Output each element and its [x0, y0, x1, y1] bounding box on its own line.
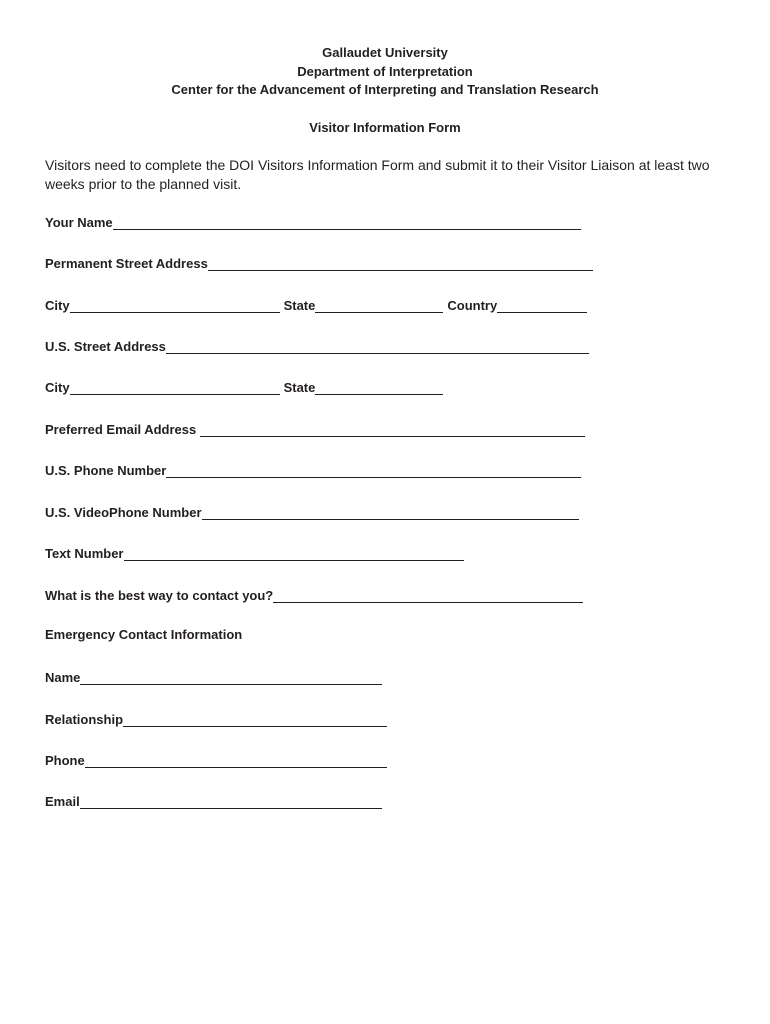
emergency-name-row [45, 667, 382, 685]
your-name-row [45, 212, 581, 230]
emergency-email-field[interactable] [80, 794, 382, 809]
intro-text: Visitors need to complete the DOI Visitors Information Form and submit it to their Visitor Liaison at least two weeks prior to the planned visit. [45, 157, 710, 192]
city-label: City [45, 298, 70, 313]
emergency-email-label: Email [45, 794, 80, 809]
permanent-city-row [45, 295, 587, 313]
us-street-field[interactable] [166, 339, 589, 354]
country-label: Country [447, 298, 498, 313]
phone-label: U.S. Phone Number [45, 463, 167, 478]
department-title: Department of Interpretation [297, 64, 473, 79]
email-label: Preferred Email Address [45, 422, 197, 437]
us-street-row [45, 336, 589, 354]
videophone-row [45, 502, 579, 520]
emergency-name-field[interactable] [80, 670, 382, 685]
phone-field[interactable] [166, 463, 581, 478]
your-name-field[interactable] [113, 215, 581, 230]
text-number-label: Text Number [45, 546, 124, 561]
emergency-phone-label: Phone [45, 753, 85, 768]
permanent-street-row [45, 253, 593, 271]
us-city-row [45, 377, 443, 395]
state-field[interactable] [315, 298, 443, 313]
city-field[interactable] [70, 298, 280, 313]
text-number-row [45, 543, 464, 561]
country-field[interactable] [497, 298, 587, 313]
form-title: Visitor Information Form [309, 120, 461, 135]
us-city-label: City [45, 380, 70, 395]
emergency-relationship-field[interactable] [123, 712, 387, 727]
videophone-label: U.S. VideoPhone Number [45, 505, 202, 520]
contact-method-row [45, 585, 583, 603]
emergency-email-row [45, 791, 382, 809]
phone-row [45, 460, 581, 478]
us-state-field[interactable] [315, 380, 443, 395]
us-state-label: State [283, 380, 316, 395]
permanent-street-label: Permanent Street Address [45, 256, 208, 271]
center-title: Center for the Advancement of Interpreting and Translation Research [171, 82, 599, 97]
us-street-label: U.S. Street Address [45, 339, 166, 354]
contact-method-label: What is the best way to contact you? [45, 588, 274, 603]
videophone-field[interactable] [202, 505, 579, 520]
emergency-relationship-label: Relationship [45, 712, 124, 727]
state-label: State [283, 298, 316, 313]
contact-method-field[interactable] [273, 588, 583, 603]
us-city-field[interactable] [70, 380, 280, 395]
your-name-label: Your Name [45, 215, 113, 230]
university-title: Gallaudet University [322, 45, 448, 60]
email-field[interactable] [200, 422, 585, 437]
emergency-heading: Emergency Contact Information [45, 627, 243, 642]
emergency-name-label: Name [45, 670, 81, 685]
email-row [45, 419, 585, 437]
permanent-street-field[interactable] [208, 256, 593, 271]
emergency-relationship-row [45, 709, 387, 727]
emergency-phone-field[interactable] [85, 753, 387, 768]
emergency-phone-row [45, 750, 387, 768]
text-number-field[interactable] [124, 546, 464, 561]
